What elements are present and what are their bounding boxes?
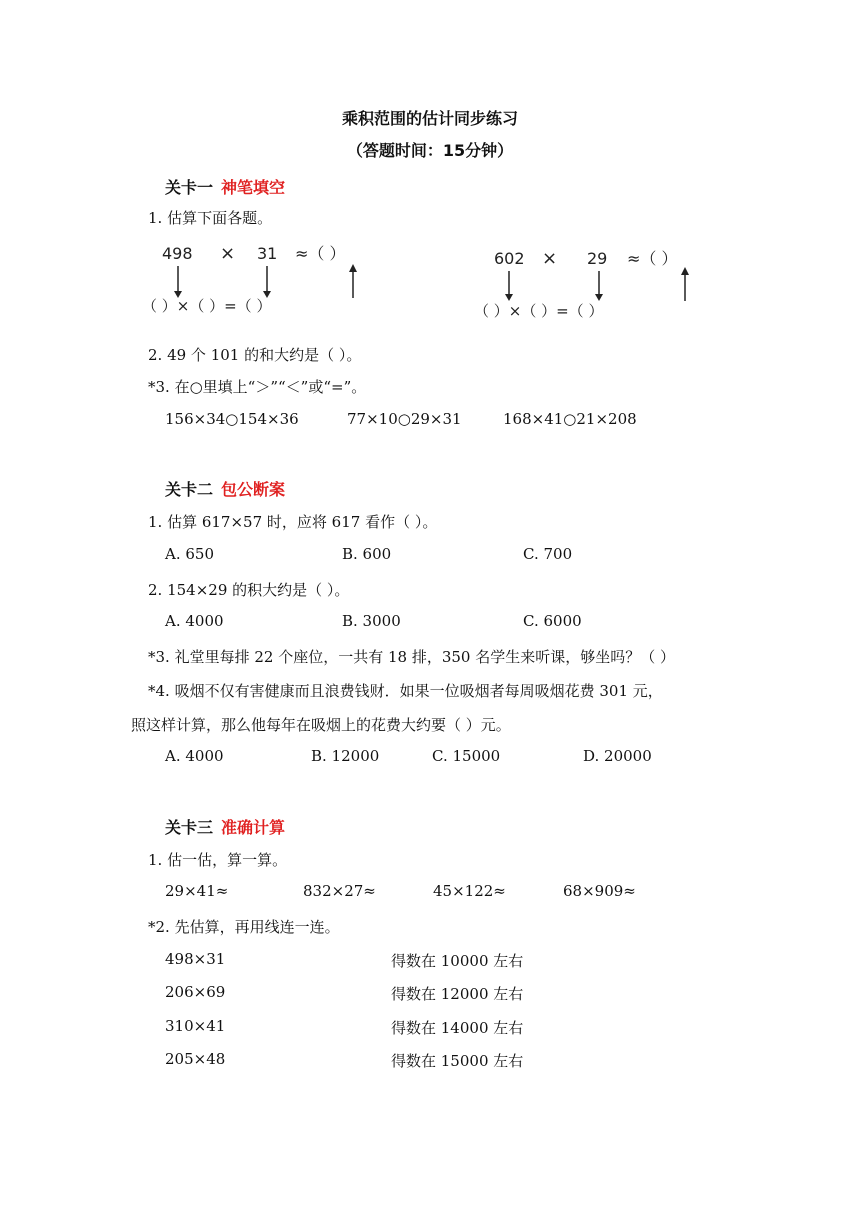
s2-q1-option-a: A. 650 bbox=[165, 545, 214, 563]
section1-label: 关卡一 bbox=[165, 178, 214, 197]
estimate-item-2: 832×27≈ bbox=[303, 882, 376, 900]
estimate-item-4: 68×909≈ bbox=[563, 882, 636, 900]
s2-q4-option-b: B. 12000 bbox=[311, 747, 380, 765]
section1-name: 神笔填空 bbox=[221, 178, 286, 197]
s2-q2-option-b: B. 3000 bbox=[342, 612, 401, 630]
diagram-right-factor-a: 602 bbox=[494, 249, 525, 268]
page-subtitle: （答题时间：15分钟） bbox=[346, 141, 514, 160]
s2-question-4-line-2: 照这样计算，那么他每年在吸烟上的花费大约要（ ）元。 bbox=[131, 716, 511, 734]
match-left-item-4: 205×48 bbox=[165, 1050, 226, 1068]
s2-q4-option-c: C. 15000 bbox=[432, 747, 501, 765]
estimation-diagram-right bbox=[472, 241, 732, 331]
compare-item-3: 168×41○21×208 bbox=[503, 410, 637, 428]
diagram-right-times: × bbox=[542, 248, 558, 269]
s1-question-3: *3. 在○里填上“＞”“＜”或“=”。 bbox=[148, 378, 367, 396]
match-left-item-1: 498×31 bbox=[165, 950, 226, 968]
diagram-left-times: × bbox=[220, 243, 236, 264]
diagram-right-arrowhead-a bbox=[505, 294, 513, 301]
s2-q4-option-d: D. 20000 bbox=[583, 747, 652, 765]
match-left-item-3: 310×41 bbox=[165, 1017, 226, 1035]
match-left-item-2: 206×69 bbox=[165, 983, 226, 1001]
match-right-item-1: 得数在 10000 左右 bbox=[391, 952, 524, 970]
s2-q1-option-b: B. 600 bbox=[342, 545, 392, 563]
s2-question-4-line-1: *4. 吸烟不仅有害健康而且浪费钱财．如果一位吸烟者每周吸烟花费 301 元， bbox=[148, 682, 663, 700]
estimate-item-1: 29×41≈ bbox=[165, 882, 229, 900]
match-right-item-3: 得数在 14000 左右 bbox=[391, 1019, 524, 1037]
s2-question-3: *3. 礼堂里每排 22 个座位，一共有 18 排，350 名学生来听课，够坐吗？（ ） bbox=[148, 648, 675, 666]
diagram-left-factor-a: 498 bbox=[162, 244, 193, 263]
section3-heading bbox=[165, 815, 285, 838]
match-right-item-4: 得数在 15000 左右 bbox=[391, 1052, 524, 1070]
diagram-right-arrowhead-b bbox=[595, 294, 603, 301]
section3-name: 准确计算 bbox=[221, 818, 286, 837]
s2-q2-option-a: A. 4000 bbox=[165, 612, 224, 630]
s1-question-2: 2. 49 个 101 的和大约是（ ）。 bbox=[148, 346, 362, 364]
section2-name: 包公断案 bbox=[221, 480, 286, 499]
s2-question-1: 1. 估算 617×57 时，应将 617 看作（ ）。 bbox=[148, 513, 438, 531]
compare-item-2: 77×10○29×31 bbox=[347, 410, 462, 428]
section1-heading bbox=[165, 175, 285, 198]
s2-q1-option-c: C. 700 bbox=[523, 545, 573, 563]
diagram-left-approx: ≈（ ） bbox=[295, 244, 346, 263]
s3-question-1: 1. 估一估，算一算。 bbox=[148, 851, 288, 869]
section3-label: 关卡三 bbox=[165, 818, 214, 837]
compare-item-1: 156×34○154×36 bbox=[165, 410, 299, 428]
s2-q2-option-c: C. 6000 bbox=[523, 612, 582, 630]
diagram-right-approx: ≈（ ） bbox=[627, 249, 678, 268]
diagram-left-bottom: （ ）×（ ）=（ ） bbox=[142, 297, 272, 315]
s3-question-2: *2. 先估算，再用线连一连。 bbox=[148, 918, 340, 936]
diagram-right-arrowhead-up bbox=[681, 267, 689, 275]
page-title: 乘积范围的估计同步练习 bbox=[341, 109, 518, 128]
estimate-item-3: 45×122≈ bbox=[433, 882, 506, 900]
diagram-right-factor-b: 29 bbox=[587, 249, 608, 268]
estimation-diagram-left bbox=[140, 236, 400, 326]
diagram-left-arrowhead-up bbox=[349, 264, 357, 272]
s2-question-2: 2. 154×29 的积大约是（ ）。 bbox=[148, 581, 350, 599]
s2-q4-option-a: A. 4000 bbox=[165, 747, 224, 765]
diagram-right-bottom: （ ）×（ ）=（ ） bbox=[474, 302, 604, 320]
s1-question-1: 1. 估算下面各题。 bbox=[148, 209, 273, 227]
section2-heading bbox=[165, 477, 285, 500]
diagram-left-factor-b: 31 bbox=[257, 244, 278, 263]
match-right-item-2: 得数在 12000 左右 bbox=[391, 985, 524, 1003]
section2-label: 关卡二 bbox=[165, 480, 214, 499]
